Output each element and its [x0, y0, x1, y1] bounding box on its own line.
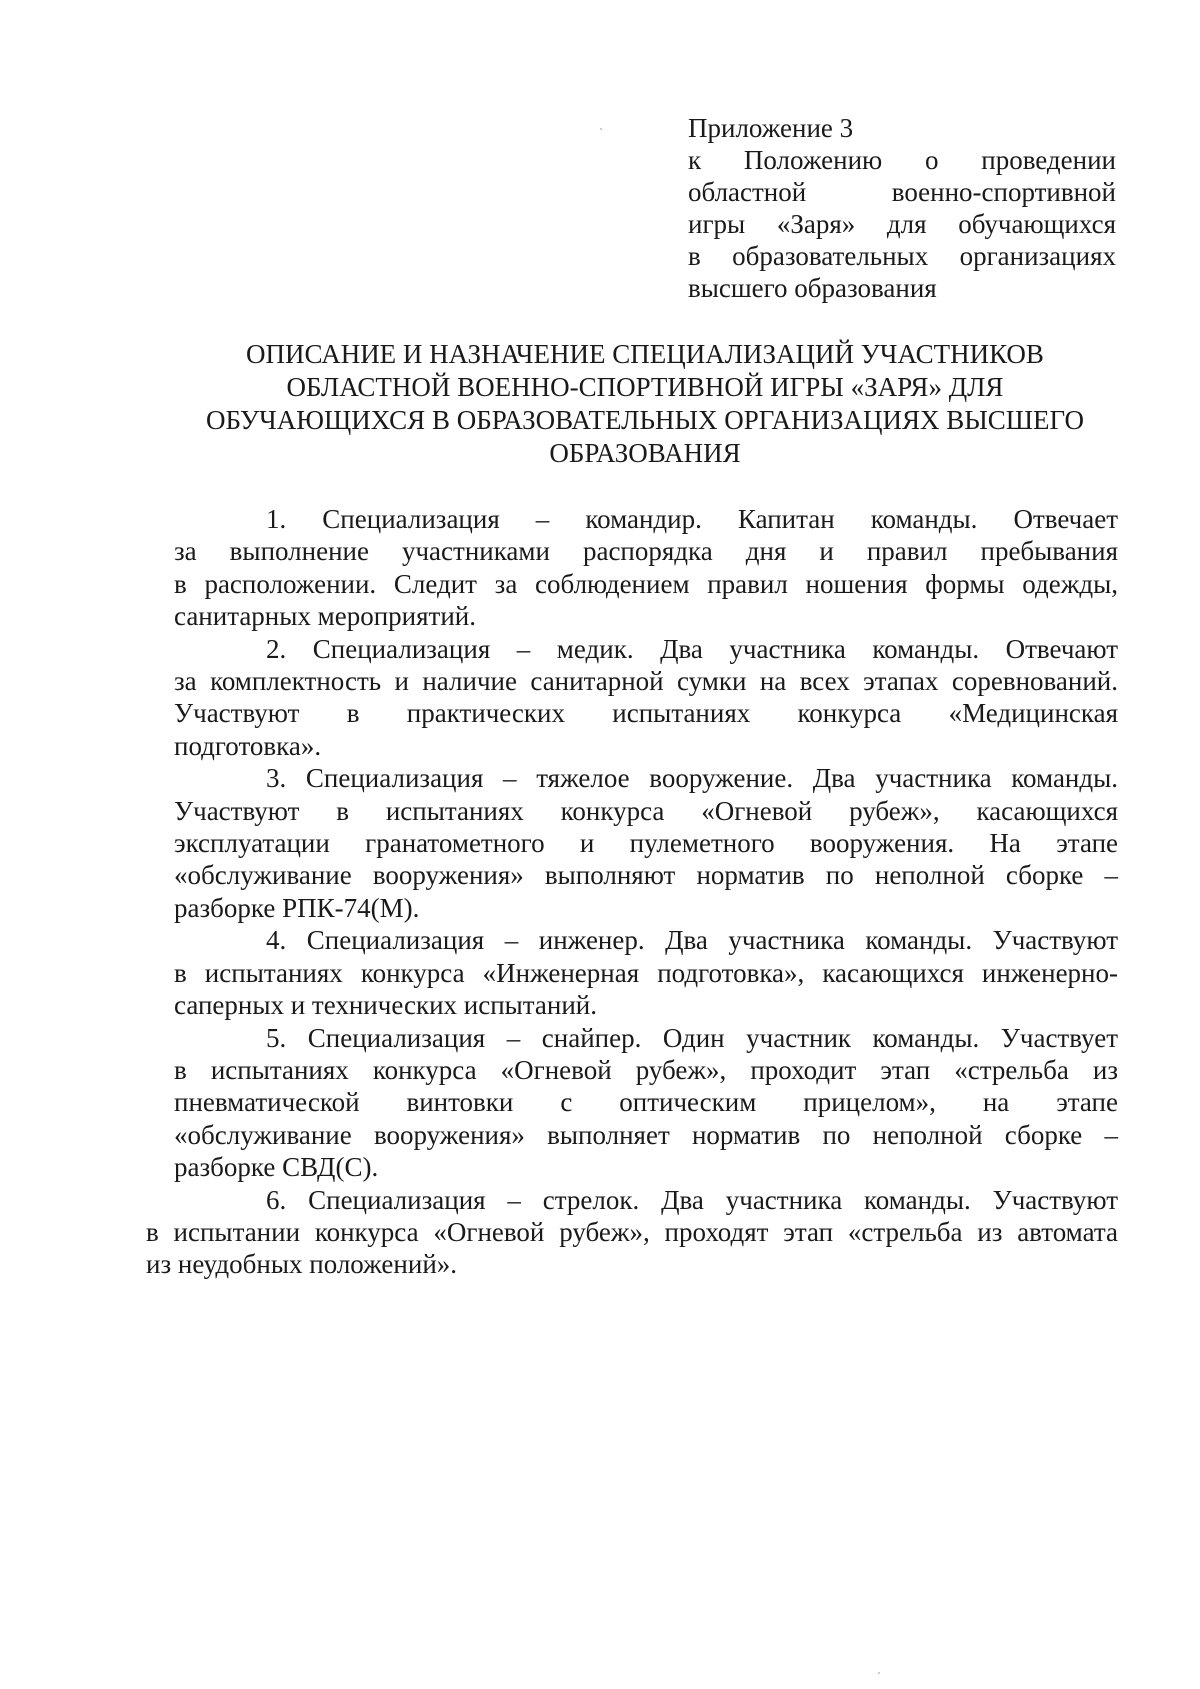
appendix-line: Приложение 3 — [688, 113, 854, 143]
paragraph-line: Участвуют в испытаниях конкурса «Огневой рубеж», касающихся — [174, 795, 1118, 826]
paragraph-6 — [146, 1184, 1118, 1281]
paragraph-line: за выполнение участниками распорядка дня и правил пребывания — [174, 536, 1118, 567]
document-title — [140, 338, 1150, 470]
paragraph-line: пневматической винтовки с оптическим прицелом», на этапе — [174, 1087, 1118, 1118]
title-line: ОБЛАСТНОЙ ВОЕННО-СПОРТИВНОЙ ИГРЫ «ЗАРЯ» ДЛЯ — [286, 372, 1004, 402]
paragraph-line: санитарных мероприятий. — [174, 601, 476, 632]
scan-speck — [878, 1672, 880, 1674]
paragraph-line: разборке РПК-74(М). — [174, 892, 420, 923]
paragraph-line: в испытаниях конкурса «Инженерная подготовка», касающихся инженерно- — [174, 957, 1118, 988]
paragraph-line: 3. Специализация – тяжелое вооружение. Два участника команды. — [266, 763, 1118, 794]
paragraph-line: «обслуживание вооружения» выполняет норматив по неполной сборке – — [174, 1119, 1118, 1150]
title-line: ОБУЧАЮЩИХСЯ В ОБРАЗОВАТЕЛЬНЫХ ОРГАНИЗАЦИЯХ ВЫСШЕГО — [206, 405, 1084, 435]
paragraph-line: подготовка». — [174, 730, 322, 761]
paragraph-line: в испытаниях конкурса «Огневой рубеж», проходит этап «стрельба из — [174, 1054, 1118, 1085]
paragraph-line: в испытании конкурса «Огневой рубеж», проходят этап «стрельба из автомата — [146, 1216, 1118, 1247]
appendix-line: высшего образования — [688, 273, 937, 303]
document-body — [146, 503, 1118, 1281]
paragraph-line: эксплуатации гранатометного и пулеметного вооружения. На этапе — [174, 828, 1118, 859]
paragraph-line: за комплектность и наличие санитарной сумки на всех этапах соревнований. — [174, 666, 1118, 697]
appendix-line: игры «Заря» для обучающихся — [688, 209, 1116, 239]
paragraph-line: 2. Специализация – медик. Два участника команды. Отвечают — [266, 633, 1118, 664]
title-line: ОПИСАНИЕ И НАЗНАЧЕНИЕ СПЕЦИАЛИЗАЦИЙ УЧАСТНИКОВ — [246, 339, 1044, 369]
paragraph-line: 5. Специализация – снайпер. Один участник команды. Участвует — [266, 1022, 1118, 1053]
appendix-line: областной военно-спортивной — [688, 177, 1116, 207]
paragraph-5 — [174, 1022, 1118, 1184]
paragraph-line: саперных и технических испытаний. — [174, 990, 598, 1021]
appendix-line: к Положению о проведении — [688, 145, 1116, 175]
title-line: ОБРАЗОВАНИЯ — [549, 438, 741, 468]
appendix-header — [688, 112, 1116, 304]
paragraph-line: 4. Специализация – инженер. Два участника команды. Участвуют — [266, 925, 1118, 956]
scan-speck — [600, 128, 602, 130]
paragraph-line: разборке СВД(С). — [174, 1152, 379, 1183]
paragraph-line: в расположении. Следит за соблюдением правил ношения формы одежды, — [174, 568, 1118, 599]
paragraph-line: 1. Специализация – командир. Капитан команды. Отвечает — [266, 504, 1118, 534]
paragraph-line: «обслуживание вооружения» выполняют норматив по неполной сборке – — [174, 860, 1118, 891]
paragraph-1 — [174, 503, 1118, 633]
paragraph-2 — [174, 633, 1118, 763]
paragraph-line: из неудобных положений». — [146, 1249, 458, 1280]
paragraph-4 — [174, 924, 1118, 1021]
paragraph-line: 6. Специализация – стрелок. Два участника команды. Участвуют — [266, 1184, 1118, 1215]
appendix-line: в образовательных организациях — [688, 241, 1116, 271]
paragraph-line: Участвуют в практических испытаниях конкурса «Медицинская — [174, 698, 1118, 729]
paragraph-3 — [174, 762, 1118, 924]
